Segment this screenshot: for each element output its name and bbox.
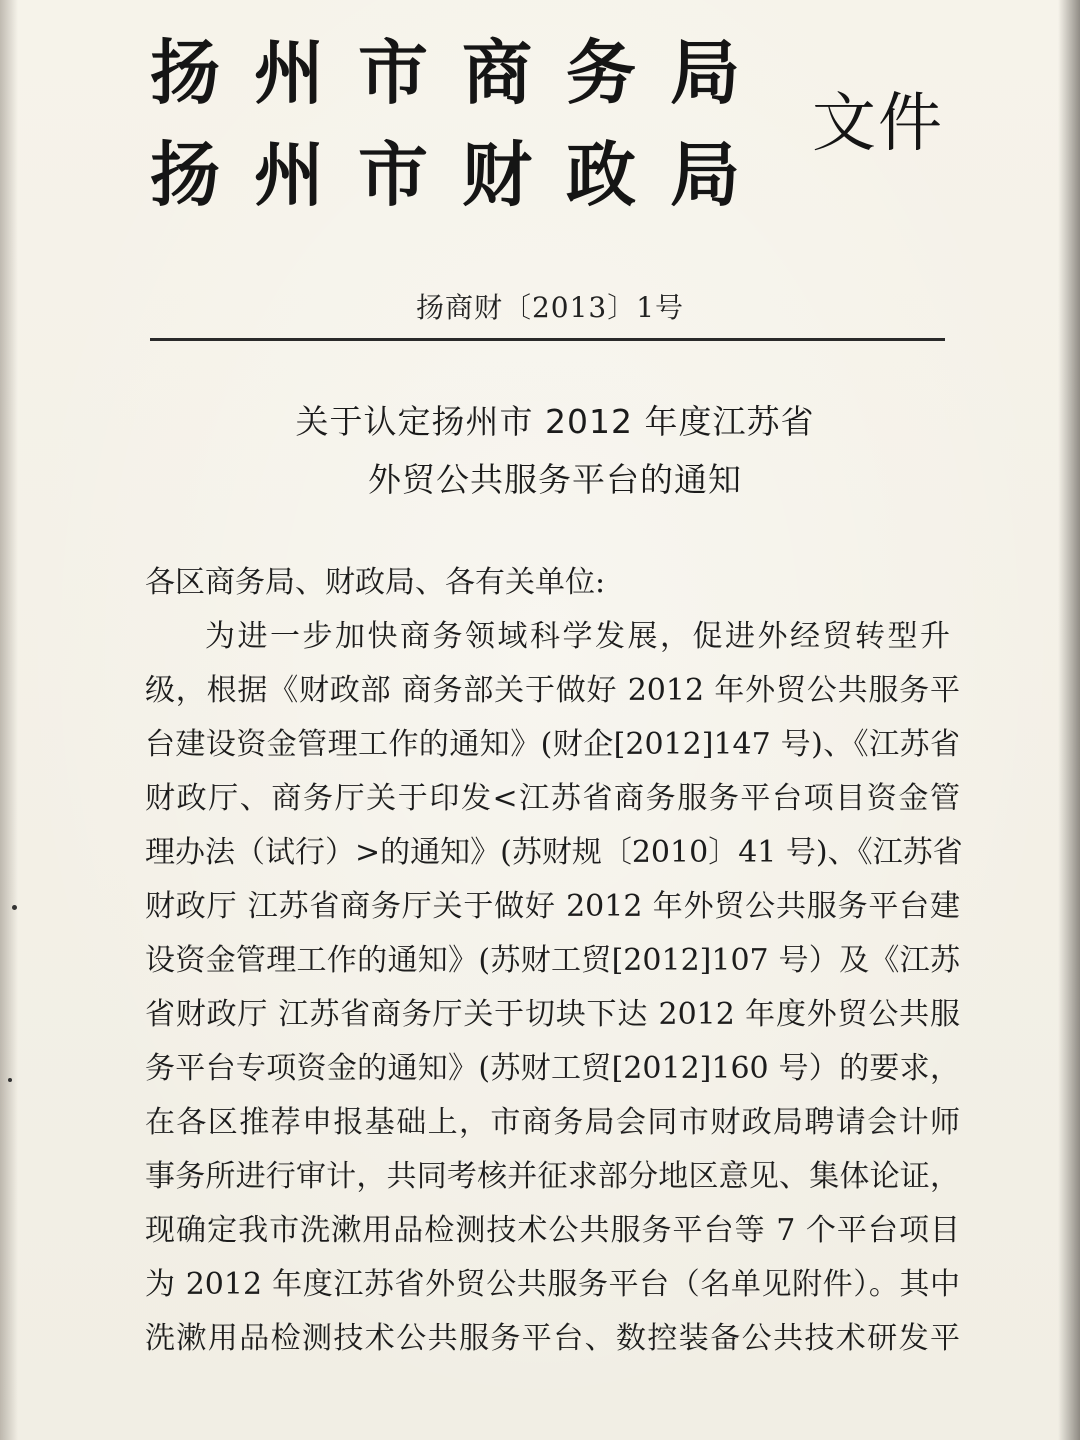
body-line: 现确定我市洗漱用品检测技术公共服务平台等 7 个平台项目 [145, 1213, 960, 1248]
body-line: 财政厅 江苏省商务厅关于做好 2012 年外贸公共服务平台建 [145, 889, 960, 924]
body-line: 省财政厅 江苏省商务厅关于切块下达 2012 年度外贸公共服 [145, 997, 960, 1032]
body-line: 级，根据《财政部 商务部关于做好 2012 年外贸公共服务平 [145, 673, 960, 708]
document-type-label: 文件 [812, 87, 944, 161]
salutation: 各区商务局、财政局、各有关单位: [145, 565, 606, 600]
notice-title-line-1: 关于认定扬州市 2012 年度江苏省 [295, 402, 815, 441]
notice-title-line-2: 外贸公共服务平台的通知 [368, 460, 742, 499]
body-line: 在各区推荐申报基础上，市商务局会同市财政局聘请会计师 [145, 1105, 960, 1140]
body-line: 务平台专项资金的通知》(苏财工贸[2012]160 号）的要求， [145, 1051, 960, 1086]
body-line: 为进一步加快商务领域科学发展，促进外经贸转型升 [205, 619, 950, 654]
header-divider [150, 338, 945, 341]
issuer-name-finance: 扬州市财政局 [150, 134, 774, 216]
issuer-name-commerce: 扬州市商务局 [150, 32, 774, 114]
scan-speck [8, 1078, 12, 1082]
body-line: 为 2012 年度江苏省外贸公共服务平台（名单见附件）。其中 [145, 1267, 960, 1302]
body-line: 事务所进行审计，共同考核并征求部分地区意见、集体论证， [145, 1159, 960, 1194]
body-line: 设资金管理工作的通知》(苏财工贸[2012]107 号）及《江苏 [145, 943, 960, 978]
body-line: 台建设资金管理工作的通知》(财企[2012]147 号)、《江苏省 [145, 727, 960, 762]
scan-shadow-right [1058, 0, 1080, 1440]
body-line: 财政厅、商务厅关于印发<江苏省商务服务平台项目资金管 [145, 781, 960, 816]
document-number: 扬商财〔2013〕1号 [415, 291, 685, 324]
scan-speck [12, 905, 17, 910]
body-line: 理办法（试行）>的通知》(苏财规〔2010〕41 号)、《江苏省 [145, 835, 963, 870]
scan-shadow-left [0, 0, 18, 1440]
body-line: 洗漱用品检测技术公共服务平台、数控装备公共技术研发平 [145, 1321, 960, 1356]
